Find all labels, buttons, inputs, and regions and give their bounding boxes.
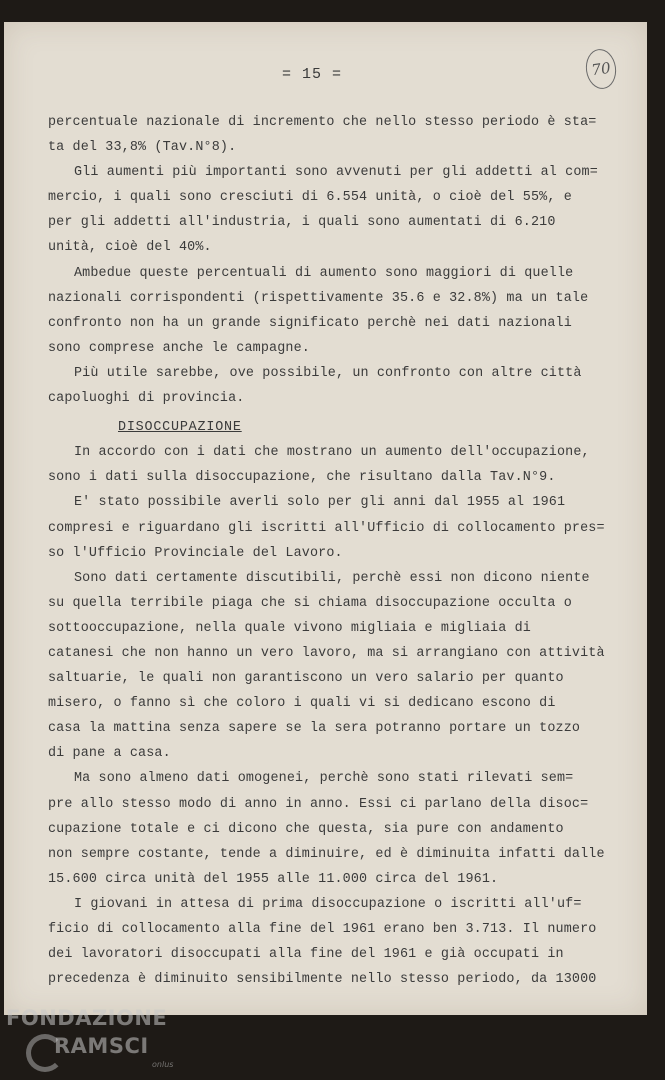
text-line: pre allo stesso modo di anno in anno. Essi ci parlano della disoc=: [48, 796, 589, 812]
page-number: = 15 =: [282, 66, 343, 83]
text-line: catanesi che non hanno un vero lavoro, ma si arrangiano con attività: [48, 645, 605, 661]
section-heading: DISOCCUPAZIONE: [118, 420, 242, 436]
text-line: so l'Ufficio Provinciale del Lavoro.: [48, 545, 343, 561]
text-line: compresi e riguardano gli iscritti all'Ufficio di collocamento pres=: [48, 520, 605, 536]
text-line: su quella terribile piaga che si chiama disoccupazione occulta o: [48, 595, 572, 611]
text-line: Gli aumenti più importanti sono avvenuti per gli addetti al com=: [74, 165, 598, 181]
text-line: precedenza è diminuito sensibilmente nello stesso periodo, da 13000: [48, 972, 597, 988]
text-line: ficio di collocamento alla fine del 1961 erano ben 3.713. Il numero: [48, 922, 597, 937]
text-line: cupazione totale e ci dicono che questa, sia pure con andamento: [48, 821, 564, 837]
text-line: confronto non ha un grande significato perchè nei dati nazionali: [48, 315, 572, 331]
text-line: sono comprese anche le campagne.: [48, 340, 310, 356]
text-line: E' stato possibile averli solo per gli anni dal 1955 al 1961: [74, 495, 566, 511]
text-line: sono i dati sulla disoccupazione, che risultano dalla Tav.N°9.: [48, 470, 556, 486]
text-line: 15.600 circa unità del 1955 alle 11.000 circa del 1961.: [48, 871, 499, 887]
text-line: sottooccupazione, nella quale vivono migliaia e migliaia di: [48, 620, 531, 636]
watermark-line-2: RAMSCI: [54, 1034, 149, 1058]
text-line: Ambedue queste percentuali di aumento sono maggiori di quelle: [74, 265, 574, 281]
text-line: di pane a casa.: [48, 746, 171, 762]
text-line: Più utile sarebbe, ove possibile, un confronto con altre città: [74, 365, 582, 381]
document-page: [4, 22, 647, 1015]
text-line: mercio, i quali sono cresciuti di 6.554 unità, o cioè del 55%, e: [48, 190, 572, 206]
text-line: non sempre costante, tende a diminuire, ed è diminuita infatti dalle: [48, 846, 605, 862]
text-line: dei lavoratori disoccupati alla fine del 1961 e già occupati in: [48, 947, 564, 963]
text-line: nazionali corrispondenti (rispettivamente 35.6 e 32.8%) ma un tale: [48, 290, 589, 306]
watermark-line-3: onlus: [152, 1060, 174, 1069]
text-line: unità, cioè del 40%.: [48, 240, 212, 256]
text-line: In accordo con i dati che mostrano un aumento dell'occupazione,: [74, 445, 590, 461]
text-line: misero, o fanno sì che coloro i quali vi si dedicano escono di: [48, 696, 556, 712]
text-line: capoluoghi di provincia.: [48, 391, 245, 407]
fondazione-gramsci-watermark: [6, 1004, 206, 1076]
text-line: Ma sono almeno dati omogenei, perchè sono stati rilevati sem=: [74, 771, 574, 787]
archive-number-stamp: 70: [583, 47, 618, 91]
text-line: I giovani in attesa di prima disoccupazione o iscritti all'uf=: [74, 896, 582, 912]
text-line: percentuale nazionale di incremento che nello stesso periodo è sta=: [48, 115, 597, 130]
text-line: saltuarie, le quali non garantiscono un vero salario per quanto: [48, 671, 564, 687]
watermark-line-1: FONDAZIONE: [6, 1006, 168, 1030]
text-line: ta del 33,8% (Tav.N°8).: [48, 140, 237, 156]
body-text: [48, 110, 628, 992]
text-line: Sono dati certamente discutibili, perchè essi non dicono niente: [74, 570, 590, 586]
text-line: per gli addetti all'industria, i quali sono aumentati di 6.210: [48, 215, 556, 231]
text-line: casa la mattina senza sapere se la sera potranno portare un tozzo: [48, 721, 581, 737]
